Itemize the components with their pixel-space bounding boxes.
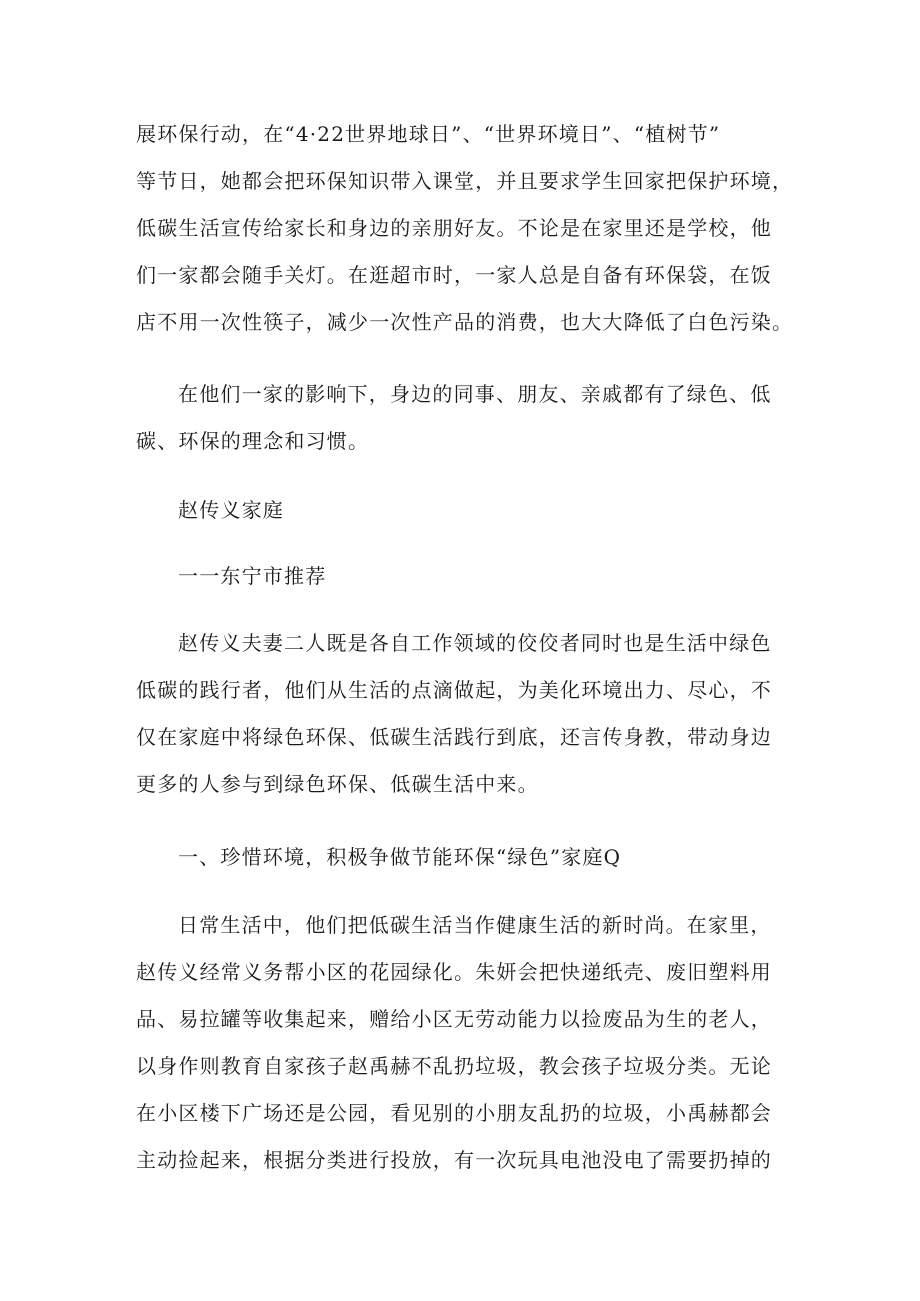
paragraph-line: 主动捡起来，根据分类进行投放，有一次玩具电池没电了需要扔掉的	[136, 1148, 772, 1172]
paragraph-line: 低碳生活宣传给家长和身边的亲朋好友。不论是在家里还是学校，他	[136, 216, 772, 240]
paragraph-line: 赵传义夫妻二人既是各自工作领域的佼佼者同时也是生活中绿色	[178, 631, 772, 655]
paragraph-line: 更多的人参与到绿色环保、低碳生活中来。	[136, 772, 539, 796]
paragraph-line: 日常生活中，他们把低碳生活当作健康生活的新时尚。在家里，	[178, 913, 772, 937]
paragraph-line: 仅在家庭中将绿色环保、低碳生活践行到底，还言传身教，带动身边	[136, 725, 772, 749]
recommendation-line: 一一东宁市推荐	[178, 564, 327, 588]
paragraph-line: 品、易拉罐等收集起来，赠给小区无劳动能力以捡废品为生的老人，	[136, 1007, 772, 1031]
paragraph-line: 在他们一家的影响下，身边的同事、朋友、亲戚都有了绿色、低	[178, 382, 772, 406]
paragraph-line: 在小区楼下广场还是公园，看见别的小朋友乱扔的垃圾，小禹赫都会	[136, 1101, 772, 1125]
paragraph-line: 等节日，她都会把环保知识带入课堂，并且要求学生回家把保护环境，	[136, 169, 794, 193]
subheading: 一、珍惜环境，积极争做节能环保“绿色”家庭Q	[178, 845, 622, 869]
paragraph-line: 以身作则教育自家孩子赵禹赫不乱扔垃圾，教会孩子垃圾分类。无论	[136, 1054, 772, 1078]
section-heading: 赵传义家庭	[178, 498, 284, 522]
paragraph-line: 赵传义经常义务帮小区的花园绿化。朱妍会把快递纸壳、废旧塑料用	[136, 960, 772, 984]
paragraph-line: 碳、环保的理念和习惯。	[136, 429, 370, 453]
paragraph-line: 店不用一次性筷子，减少一次性产品的消费，也大大降低了白色污染。	[136, 310, 794, 334]
paragraph-line: 展环保行动，在“4·22世界地球日”、“世界环境日”、“植树节”	[136, 122, 721, 146]
paragraph-line: 们一家都会随手关灯。在逛超市时，一家人总是自备有环保袋，在饭	[136, 263, 772, 287]
paragraph-line: 低碳的践行者，他们从生活的点滴做起，为美化环境出力、尽心，不	[136, 678, 772, 702]
